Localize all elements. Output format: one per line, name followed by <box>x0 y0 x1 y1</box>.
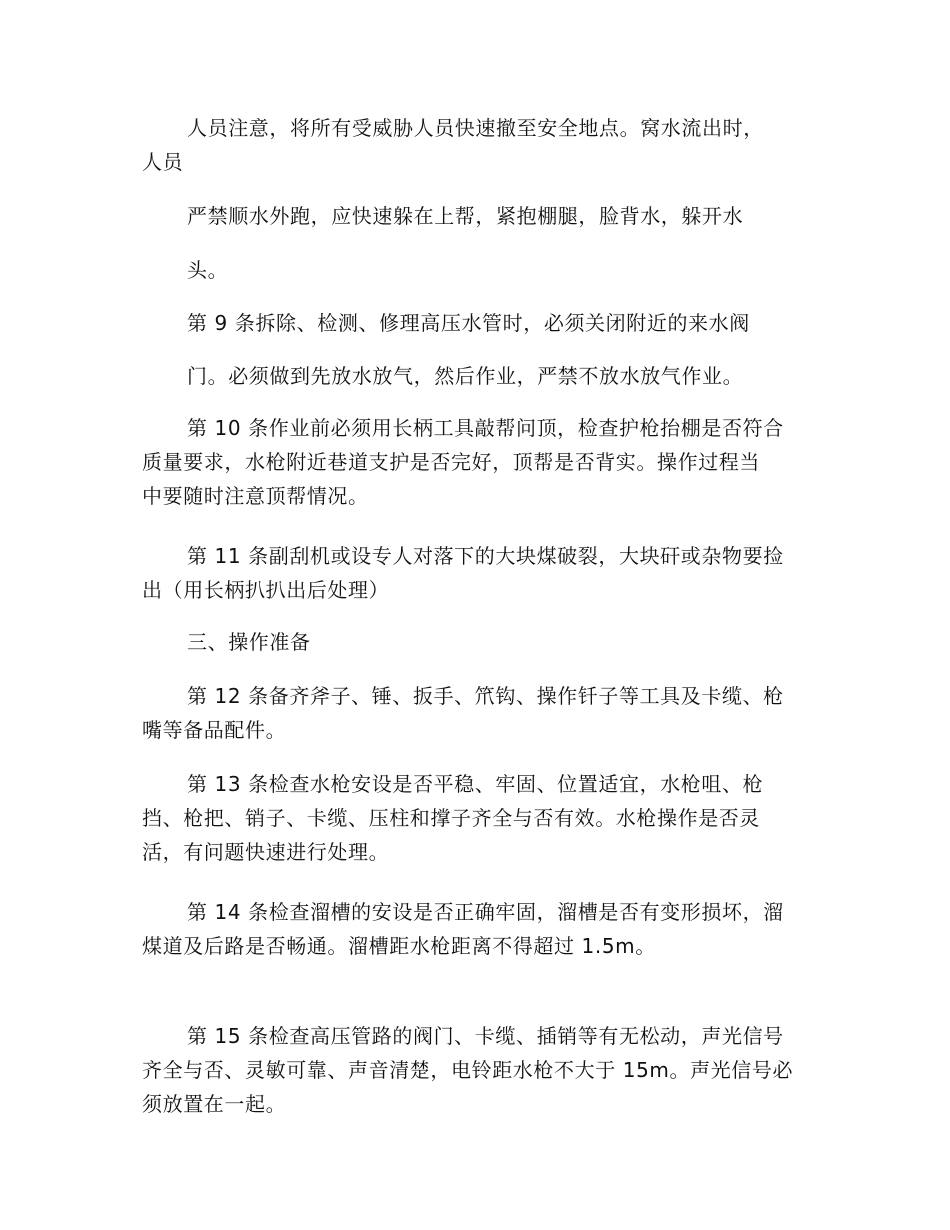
text-line: 第 14 条检查溜槽的安设是否正确牢固，溜槽是否有变形损坏，溜 <box>187 900 784 924</box>
text-line: 严禁顺水外跑，应快速躲在上帮，紧抱棚腿，脸背水，躲开水 <box>187 204 744 228</box>
text-line: 门。必须做到先放水放气，然后作业，严禁不放水放气作业。 <box>187 364 744 388</box>
text-line: 第 10 条作业前必须用长柄工具敲帮问顶，检查护枪抬棚是否符合 <box>187 416 784 440</box>
text-line: 嘴等备品配件。 <box>142 718 287 742</box>
text-line: 第 11 条副刮机或设专人对落下的大块煤破裂，大块矸或杂物要捡 <box>187 544 784 568</box>
text-line: 挡、枪把、销子、卡缆、压柱和撑子齐全与否有效。水枪操作是否灵 <box>142 806 760 830</box>
text-line: 人员 <box>142 150 184 174</box>
text-line: 第 9 条拆除、检测、修理高压水管时，必须关闭附近的来水阀 <box>187 311 750 335</box>
text-line: 第 12 条备齐斧子、锤、扳手、笊钩、操作钎子等工具及卡缆、枪 <box>187 684 784 708</box>
text-line: 煤道及后路是否畅通。溜槽距水枪距离不得超过 1.5m。 <box>142 934 656 958</box>
text-line: 出（用长柄扒扒出后处理） <box>142 578 390 602</box>
text-line: 中要随时注意顶帮情况。 <box>142 484 369 508</box>
text-line: 头。 <box>187 258 229 282</box>
text-line: 须放置在一起。 <box>142 1092 287 1116</box>
text-line: 活，有问题快速进行处理。 <box>142 840 390 864</box>
text-line: 第 13 条检查水枪安设是否平稳、牢固、位置适宜，水枪咀、枪 <box>187 772 764 796</box>
text-line: 人员注意，将所有受威胁人员快速撤至安全地点。窝水流出时， <box>187 116 764 140</box>
text-line: 齐全与否、灵敏可靠、声音清楚，电铃距水枪不大于 15m。声光信号必 <box>142 1058 794 1082</box>
text-line: 第 15 条检查高压管路的阀门、卡缆、插销等有无松动，声光信号 <box>187 1024 784 1048</box>
section-heading: 三、操作准备 <box>187 630 311 654</box>
text-line: 质量要求，水枪附近巷道支护是否完好，顶帮是否背实。操作过程当 <box>142 450 760 474</box>
